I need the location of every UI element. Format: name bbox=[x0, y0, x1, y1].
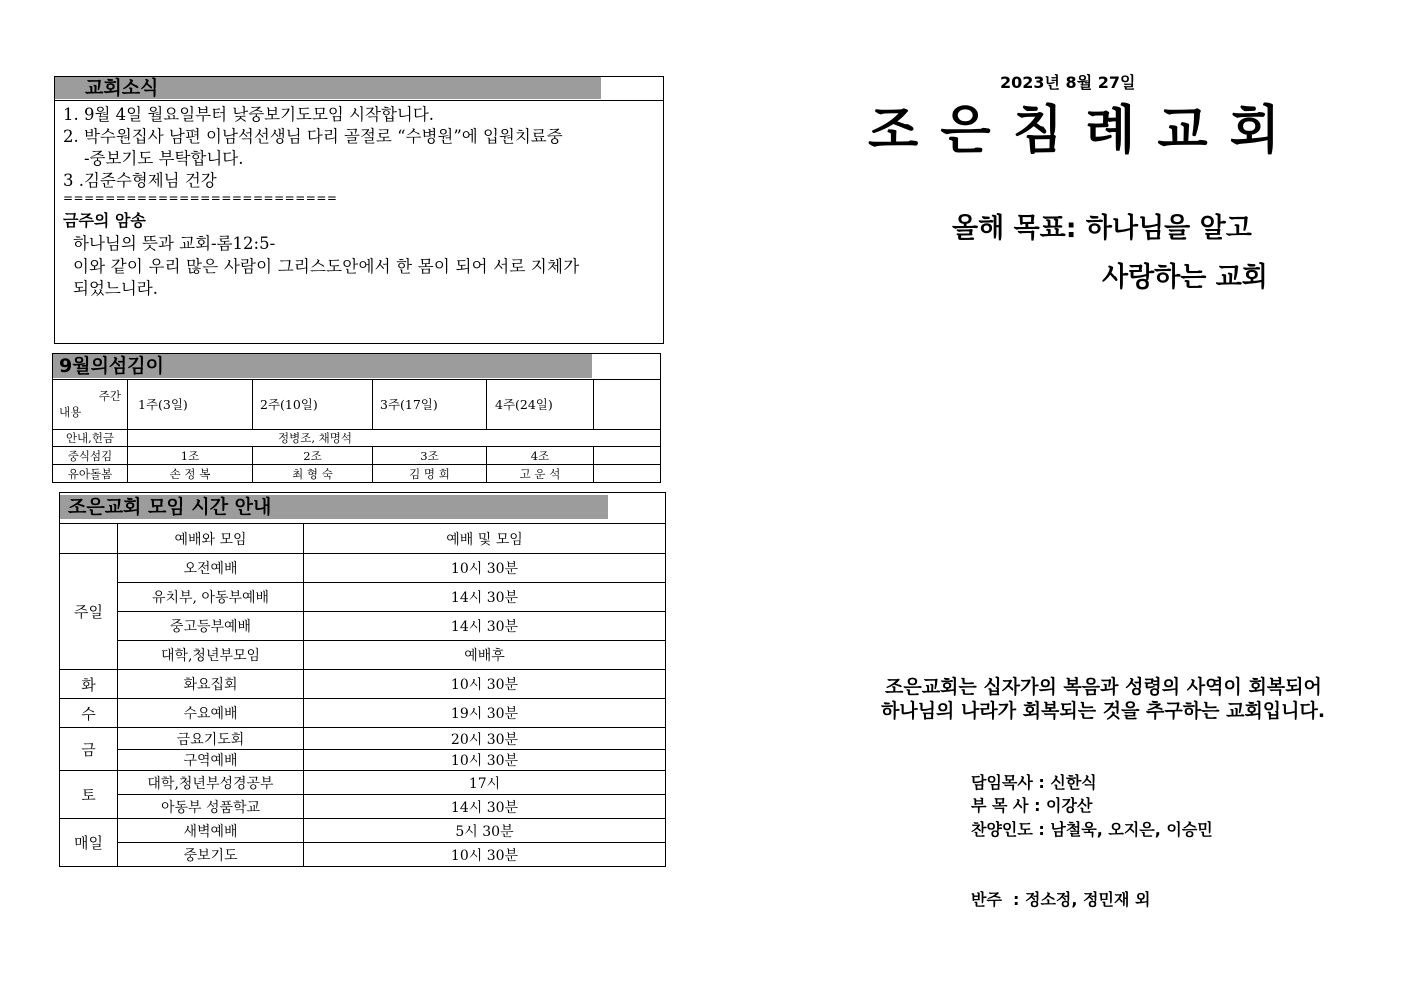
merged-cell: 정병조, 채명석 bbox=[128, 430, 661, 447]
schedule-table bbox=[52, 379, 661, 483]
meeting-name: 아동부 성품학교 bbox=[118, 795, 304, 819]
news-item: -중보기도 부탁합니다. bbox=[63, 149, 244, 168]
church-name: 조 은 침 례 교 회 bbox=[868, 101, 1282, 161]
week-header: 1주(3일) bbox=[128, 380, 253, 430]
church-news-title: 교회소식 bbox=[55, 77, 601, 99]
meeting-name: 화요집회 bbox=[118, 670, 304, 699]
schedule-cell: 손 정 복 bbox=[128, 465, 253, 483]
news-item: 1. 9월 4일 월요일부터 낮중보기도모임 시작합니다. bbox=[63, 105, 435, 124]
schedule-title: 9월의섬김이 bbox=[53, 354, 592, 378]
meeting-name: 새벽예배 bbox=[118, 819, 304, 843]
meeting-time: 14시 30분 bbox=[304, 795, 666, 819]
meeting-time: 10시 30분 bbox=[304, 750, 666, 771]
worship-leaders: 찬양인도 : 남철욱, 오지은, 이승민 bbox=[971, 820, 1213, 839]
news-item: 3 .김준수형제님 건강 bbox=[63, 171, 217, 190]
schedule-cell bbox=[594, 447, 661, 465]
senior-pastor: 담임목사 : 신한식 bbox=[971, 773, 1097, 792]
meeting-name: 수요예배 bbox=[118, 699, 304, 728]
mission-line1: 조은교회는 십자가의 복음과 성령의 사역이 회복되어 bbox=[885, 676, 1322, 698]
schedule-cell: 4조 bbox=[487, 447, 594, 465]
schedule-cell: 최 형 숙 bbox=[253, 465, 373, 483]
schedule-cell: 고 운 석 bbox=[487, 465, 594, 483]
row-label: 유아돌봄 bbox=[53, 465, 128, 483]
week-header: 4주(24일) bbox=[487, 380, 594, 430]
meeting-time: 17시 bbox=[304, 771, 666, 795]
meetings-title: 조은교회 모임 시간 안내 bbox=[60, 495, 608, 519]
schedule-cell: 3조 bbox=[373, 447, 487, 465]
corner-cell bbox=[60, 524, 118, 554]
col-header: 예배와 모임 bbox=[118, 524, 304, 554]
day-cell: 금 bbox=[60, 728, 118, 771]
news-item: 2. 박수원집사 남편 이남석선생님 다리 골절로 “수병원”에 입원치료중 bbox=[63, 127, 563, 146]
associate-pastor: 부 목 사 : 이강산 bbox=[971, 796, 1093, 815]
church-news-box bbox=[54, 76, 664, 344]
col-header: 예배 및 모임 bbox=[304, 524, 666, 554]
meeting-name: 오전예배 bbox=[118, 554, 304, 583]
meeting-name: 금요기도회 bbox=[118, 728, 304, 750]
meeting-name: 중고등부예배 bbox=[118, 612, 304, 641]
schedule-corner-cell bbox=[53, 380, 128, 430]
meeting-name: 대학,청년부성경공부 bbox=[118, 771, 304, 795]
meeting-name: 중보기도 bbox=[118, 843, 304, 867]
news-separator: ========================== bbox=[63, 191, 338, 205]
corner-week-label: 주간 bbox=[98, 389, 121, 403]
schedule-cell: 김 명 희 bbox=[373, 465, 487, 483]
memory-verse-text: 이와 같이 우리 많은 사람이 그리스도안에서 한 몸이 되어 서로 지체가 bbox=[73, 257, 580, 276]
meeting-time: 예배후 bbox=[304, 641, 666, 670]
meeting-time: 14시 30분 bbox=[304, 583, 666, 612]
meeting-time: 14시 30분 bbox=[304, 612, 666, 641]
schedule-header-box bbox=[52, 353, 661, 380]
schedule-cell: 1조 bbox=[128, 447, 253, 465]
mission-line2: 하나님의 나라가 회복되는 것을 추구하는 교회입니다. bbox=[881, 700, 1326, 722]
meeting-time: 10시 30분 bbox=[304, 670, 666, 699]
meeting-name: 구역예배 bbox=[118, 750, 304, 771]
day-cell: 매일 bbox=[60, 819, 118, 867]
memory-verse-ref: 하나님의 뜻과 교회-롬12:5- bbox=[73, 234, 276, 253]
memory-verse-title: 금주의 암송 bbox=[63, 211, 146, 230]
bulletin-date: 2023년 8월 27일 bbox=[1000, 73, 1136, 92]
meetings-table bbox=[59, 523, 666, 867]
schedule-cell: 2조 bbox=[253, 447, 373, 465]
memory-verse-text: 되었느니라. bbox=[73, 279, 158, 298]
meeting-name: 대학,청년부모임 bbox=[118, 641, 304, 670]
meetings-header-box bbox=[59, 492, 666, 524]
week-header: 2주(10일) bbox=[253, 380, 373, 430]
news-divider bbox=[55, 100, 663, 101]
meeting-time: 10시 30분 bbox=[304, 843, 666, 867]
corner-content-label: 내용 bbox=[59, 405, 82, 419]
day-cell: 수 bbox=[60, 699, 118, 728]
yearly-goal-line2: 사랑하는 교회 bbox=[1102, 262, 1268, 293]
row-label: 중식섬김 bbox=[53, 447, 128, 465]
yearly-goal-line1: 올해 목표: 하나님을 알고 bbox=[952, 213, 1252, 244]
row-label: 안내,헌금 bbox=[53, 430, 128, 447]
day-cell: 주일 bbox=[60, 554, 118, 670]
meeting-name: 유치부, 아동부예배 bbox=[118, 583, 304, 612]
week-header: 3주(17일) bbox=[373, 380, 487, 430]
empty-header bbox=[594, 380, 661, 430]
meeting-time: 19시 30분 bbox=[304, 699, 666, 728]
meeting-time: 20시 30분 bbox=[304, 728, 666, 750]
accompanists: 반주 : 정소정, 정민재 외 bbox=[971, 890, 1151, 909]
schedule-cell bbox=[594, 465, 661, 483]
day-cell: 토 bbox=[60, 771, 118, 819]
meeting-time: 5시 30분 bbox=[304, 819, 666, 843]
meeting-time: 10시 30분 bbox=[304, 554, 666, 583]
day-cell: 화 bbox=[60, 670, 118, 699]
